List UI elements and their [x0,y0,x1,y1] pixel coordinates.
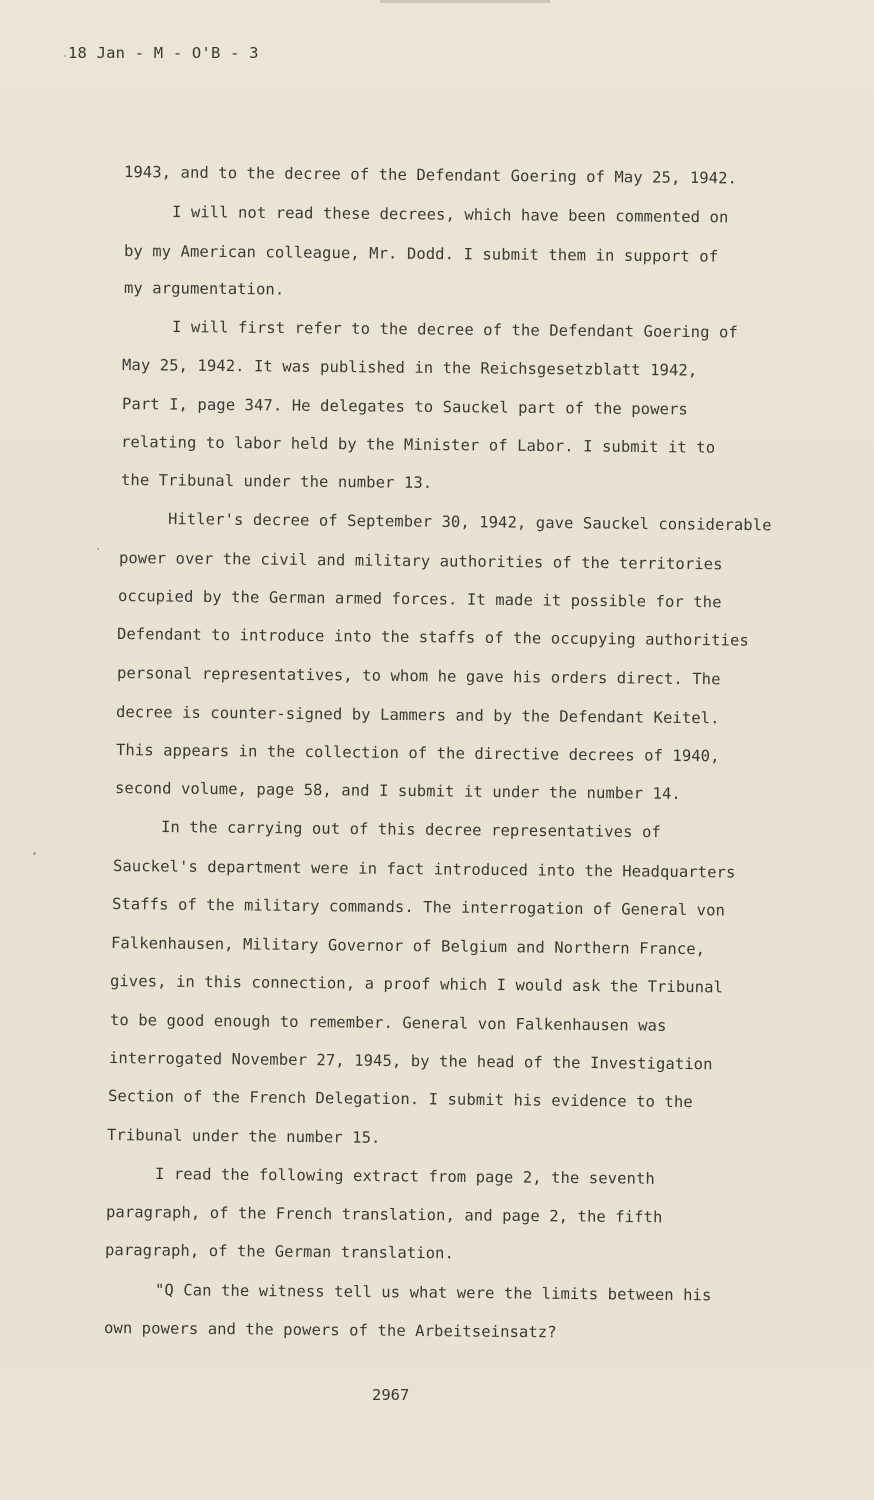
paper-speck [64,55,66,57]
text-line: Sauckel's department were in fact introduced into the Headquarters [112,857,736,882]
text-line: Falkenhausen, Military Governor of Belgium and Northern France, [110,934,706,959]
text-line: Defendant to introduce into the staffs of the occupying authorities [116,625,749,650]
paper-edge-mark [380,0,550,3]
text-line: second volume, page 58, and I submit it under the number 14. [114,779,681,803]
text-line: paragraph, of the French translation, and page 2, the fifth [105,1203,663,1227]
text-line: gives, in this connection, a proof which I would ask the Tribunal [109,972,724,997]
text-line: my argumentation. [123,279,285,299]
text-line: I read the following extract from page 2, the seventh [154,1165,655,1188]
document-reference: 18 Jan - M - O'B - 3 [68,44,259,62]
text-line: "Q Can the witness tell us what were the limits between his [154,1281,712,1305]
text-line: own powers and the powers of the Arbeitseinsatz? [103,1319,557,1342]
text-line: I will not read these decrees, which have been commented on [171,203,729,227]
text-line: May 25, 1942. It was published in the Reichsgesetzblatt 1942, [121,356,698,380]
text-line: paragraph, of the German translation. [104,1241,455,1263]
text-line: Tribunal under the number 15. [106,1126,381,1147]
text-line: occupied by the German armed forces. It made it possible for the [117,587,722,612]
text-line: to be good enough to remember. General von Falkenhausen was [109,1011,667,1035]
text-line: Section of the French Delegation. I submit his evidence to the [107,1087,693,1112]
text-line: 1943, and to the decree of the Defendant Goering of May 25, 1942. [123,163,738,188]
text-line: personal representatives, to whom he gave his orders direct. The [116,664,721,689]
text-line: Hitler's decree of September 30, 1942, gave Sauckel considerable [167,510,772,535]
text-line: decree is counter-signed by Lammers and by the Defendant Keitel. [115,703,720,728]
text-line: by my American colleague, Mr. Dodd. I submit them in support of [123,242,719,266]
text-line: Part I, page 347. He delegates to Sauckel part of the powers [121,395,688,419]
text-line: the Tribunal under the number 13. [120,471,433,492]
text-line: In the carrying out of this decree representatives of [160,818,661,842]
text-line: I will first refer to the decree of the Defendant Goering of [171,318,738,342]
text-line: This appears in the collection of the directive decrees of 1940, [115,741,720,766]
paper-speck [97,548,99,550]
text-line: power over the civil and military authorities of the territories [118,549,723,574]
page-number: 2967 [372,1386,410,1404]
text-line: Staffs of the military commands. The interrogation of General von [111,895,726,920]
paper-speck [33,852,36,855]
text-line: relating to labor held by the Minister of Labor. I submit it to [120,433,716,457]
text-line: interrogated November 27, 1945, by the head of the Investigation [108,1049,713,1074]
